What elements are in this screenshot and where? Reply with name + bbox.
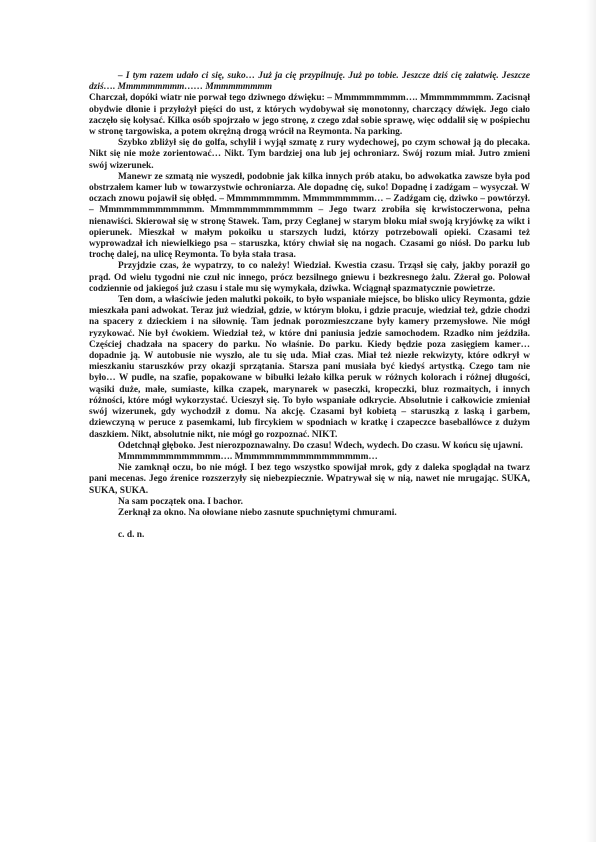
paragraph-threat: – I tym razem udało ci się, suko… Już ja cię przypilnuję. Już po tobie. Jeszcze dziś cię załatwię. Jeszcze dziś…. Mmmmmmmmm…… Mmmmmmmmm <box>89 71 530 93</box>
paragraph-nie-zamknal: Nie zamknął oczu, bo nie mógł. I bez tego wszystko spowijał mrok, gdy z daleka spoglądał na twarz pani mecenas. Jego źrenice rozszerzyły się niebezpiecznie. Wpatrywał się w nią, nawet nie mrugając. SUKA, SUKA, SUKA. <box>89 463 530 496</box>
paragraph-charczal: Charczał, dopóki wiatr nie porwał tego dziwnego dźwięku: – Mmmmmmmmm…. Mmmmmmmmm. Zacisnął obydwie dłonie i przyłożył pięści do ust, z których wydobywał się monotonny, charczący dźwięk. Jego ciało zaczęło się kołysać. Kilka osób spojrzało w jego stronę, z czego zdał sobie sprawę, więc oddalił się w pośpiechu w stronę targowiska, a potem okrężną drogą wrócił na Reymonta. Na parking. <box>89 93 530 138</box>
paragraph-mmm: Mmmmmmmmmmmmm…. Mmmmmmmmmmmmmmmmm… <box>118 451 378 462</box>
paragraph-manewr: Manewr ze szmatą nie wyszedł, podobnie jak kilka innych prób ataku, bo adwokatka zawsze była pod obstrzałem kamer lub w towarzystwie ochroniarza. Ale dopadnę cię, suko! Dopadnę i zadźgam – wysyczał. W oczach znowu pojawił się obłęd. – Mmmmmmmmm. Mmmmmmmmm… – Zadźgam cię, dziwko – powtórzył. – Mmmmmmmmmmmmm. Mmmmmmmmmmmmm – Jego twarz zrobiła się krwistoczerwona, pełna nienawiści. Skierował się w stronę Stawek. Tam, przy Ceglanej w starym bloku miał swoją kryjówkę za wikt i opierunek. Mieszkał w małym pokoiku u starszych ludzi, którzy potrzebowali opieki. Czasami też wyprowadzał ich niewielkiego psa – staruszka, który chwiał się na nogach. Czasami go niósł. Do parku lub trochę dalej, na ulicę Reymonta. To była stała trasa. <box>89 171 530 261</box>
paragraph-golf: Szybko zbliżył się do golfa, schylił i wyjął szmatę z rury wydechowej, po czym schował ją do plecaka. Nikt się nie może zorientować… Nikt. Tym bardziej ona lub jej ochroniarz. Swój rozum miał. Jutro zmieni swój wizerunek. <box>89 138 530 171</box>
paragraph-przyjdzie-czas: Przyjdzie czas, że wypatrzy, to co należy! Wiedział. Kwestia czasu. Trząsł się cały, jakby poraził go prąd. Od wielu tygodni nie czuł nic innego, prócz bezsilnego gniewu i bezkresnego żalu. Zżerał go. Polował codziennie od jakiegoś już czasu i stale mu się wymykała, dziwka. Wciągnął spazmatycznie powietrze. <box>89 261 530 294</box>
page-edge-shadow <box>586 0 596 842</box>
paragraph-ten-dom: Ten dom, a właściwie jeden malutki pokoik, to było wspaniałe miejsce, bo blisko ulicy Reymonta, gdzie mieszkała pani adwokat. Teraz już wiedział, gdzie, w którym bloku, i gdzie pracuje, wiedział też, gdzie chodzi na spacery z dzieckiem i na siłownię. Tam jednak porozmieszczane były kamery przemysłowe. Nie mógł ryzykować. Nie był ćwokiem. Wiedział też, w które dni paniusia jedzie samochodem. Rzadko nim jeździła. Częściej chadzała na spacery do parku. No właśnie. Do parku. Kiedy będzie poza zasięgiem kamer… dopadnie ją. W autobusie nie wyszło, ale tu się uda. Miał czas. Miał też niezłe rekwizyty, które odkrył w mieszkaniu staruszków przy okazji sprzątania. Starsza pani musiała być kiedyś artystką. Czego tam nie było… W pudle, na szafie, popakowane w bibułki leżało kilka peruk w różnych kolorach i różnej długości, wąsiki duże, małe, sumiaste, kilka czapek, marynarek w paseczki, kropeczki, bluz rozmaitych, i innych różności, które mógł wykorzystać. Ucieszył się. To było wspaniałe odkrycie. Absolutnie i całkowicie zmieniał swój wizerunek, gdy wychodził z domu. Na akcję. Czasami był kobietą – staruszką z laską i garbem, dziewczyną w peruce z pasemkami, lub fircykiem w spodniach w kratkę i czapeczce baseballówce z dużym daszkiem. Nikt, absolutnie nikt, nie mógł go rozpoznać. NIKT. <box>89 295 530 440</box>
continuation-note: c. d. n. <box>118 530 145 541</box>
paragraph-odetchnal: Odetchnął głęboko. Jest nierozpoznawalny. Do czasu! Wdech, wydech. Do czasu. W końcu się ujawni. <box>118 440 523 451</box>
paragraph-zerknal: Zerknął za okno. Na ołowiane niebo zasnute spuchniętymi chmurami. <box>118 507 397 518</box>
paragraph-na-sam-poczatek: Na sam początek ona. I bachor. <box>118 496 243 507</box>
body-text <box>89 71 530 541</box>
